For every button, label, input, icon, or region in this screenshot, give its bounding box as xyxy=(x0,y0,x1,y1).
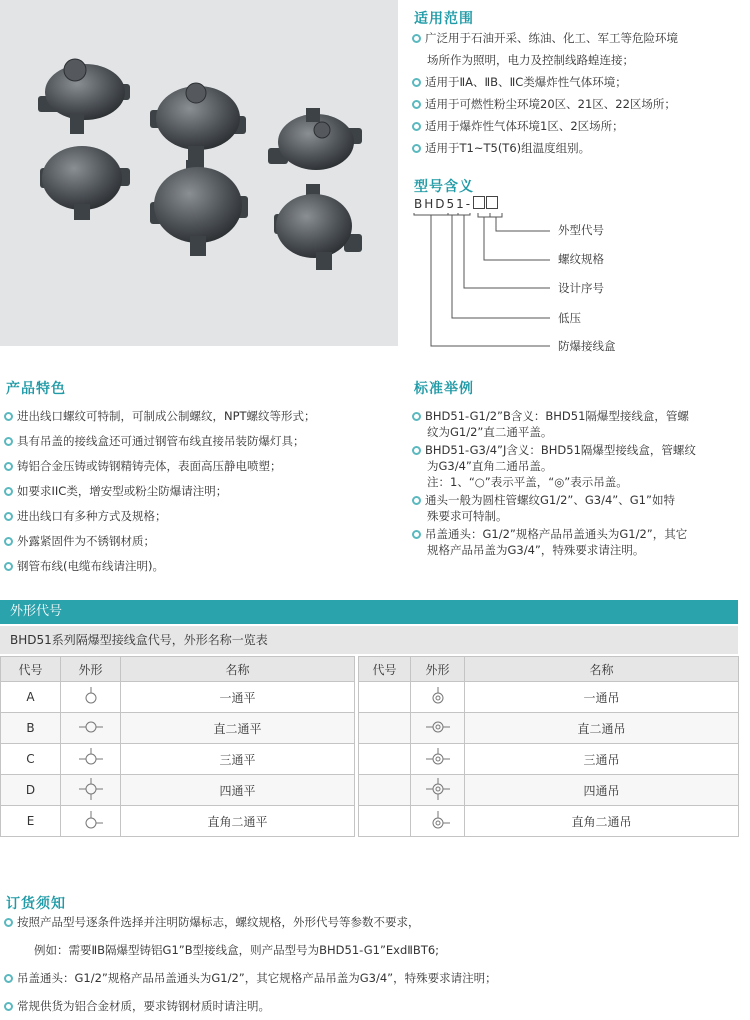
table-row xyxy=(1,806,739,837)
col-header-shape: 外形 xyxy=(61,657,121,682)
right-angle-two-flat-icon xyxy=(61,806,121,837)
example-note: 注：1、“○”表示平盖，“◎”表示吊盖。 xyxy=(427,475,628,489)
feature-item: 如要求IIC类，增安型或粉尘防爆请注明； xyxy=(4,483,394,499)
model-label-thread: 螺纹规格 xyxy=(558,252,604,266)
three-way-hanging-icon xyxy=(411,744,465,775)
feature-item: 铸铝合金压铸或铸钢精铸壳体，表面高压静电喷塑； xyxy=(4,458,394,474)
bullet-icon xyxy=(4,462,13,471)
col-header-name: 名称 xyxy=(121,657,355,682)
model-label-shape: 外型代号 xyxy=(558,223,604,237)
bullet-icon xyxy=(4,974,13,983)
name-cell: 一通平 xyxy=(121,682,355,713)
code-cell: C xyxy=(1,744,61,775)
order-item: 吊盖通头：G1/2”规格产品吊盖通头为G1/2”，其它规格产品吊盖为G3/4”，特殊要求请注明； xyxy=(4,970,744,986)
usage-title: 适用范围 xyxy=(414,11,474,27)
bullet-icon xyxy=(4,512,13,521)
usage-item: 场所作为照明，电力及控制线路蝗连接； xyxy=(427,53,634,67)
model-label-serial: 设计序号 xyxy=(558,281,604,295)
bullet-icon xyxy=(412,144,421,153)
name-cell: 三通吊 xyxy=(465,744,739,775)
shape-table xyxy=(0,656,739,837)
one-way-hanging-icon xyxy=(411,682,465,713)
junction-box-image xyxy=(268,108,362,170)
junction-box-image xyxy=(150,160,248,256)
usage-item: 适用于T1~T5(T6)组温度组别。 xyxy=(412,140,742,156)
example-item: 规格产品吊盖为G3/4”，特殊要求请注明。 xyxy=(427,543,645,557)
shape-section-banner: 外形代号 xyxy=(0,600,738,624)
name-cell: 直二通平 xyxy=(121,713,355,744)
straight-two-flat-icon xyxy=(61,713,121,744)
col-header-code: 代号 xyxy=(1,657,61,682)
order-title: 订货须知 xyxy=(6,896,66,912)
table-row xyxy=(1,682,739,713)
features-title: 产品特色 xyxy=(6,381,66,397)
col-header-name: 名称 xyxy=(465,657,739,682)
code-cell: E xyxy=(1,806,61,837)
table-row xyxy=(1,713,739,744)
code-cell xyxy=(359,775,411,806)
name-cell: 直角二通平 xyxy=(121,806,355,837)
model-label-voltage: 低压 xyxy=(558,311,581,325)
code-cell xyxy=(359,744,411,775)
code-cell xyxy=(359,806,411,837)
order-example: 例如：需要ⅡB隔爆型铸铝G1”B型接线盒，则产品型号为BHD51-G1”ExdⅡBT6; xyxy=(34,943,440,957)
usage-item: 适用于可燃性粉尘环境20区、21区、22区场所； xyxy=(412,96,742,112)
bullet-icon xyxy=(412,78,421,87)
bullet-icon xyxy=(412,530,421,539)
bullet-icon xyxy=(4,1002,13,1011)
code-cell: B xyxy=(1,713,61,744)
bullet-icon xyxy=(4,918,13,927)
name-cell: 三通平 xyxy=(121,744,355,775)
example-item: BHD51-G1/2”B含义：BHD51隔爆型接线盒，管螺 xyxy=(412,408,742,424)
table-row xyxy=(1,775,739,806)
four-way-flat-icon xyxy=(61,775,121,806)
bullet-icon xyxy=(412,446,421,455)
feature-item: 外露紧固件为不锈钢材质； xyxy=(4,533,394,549)
right-angle-two-hanging-icon xyxy=(411,806,465,837)
bullet-icon xyxy=(4,562,13,571)
junction-box-photos xyxy=(0,0,398,346)
code-cell xyxy=(359,713,411,744)
table-row xyxy=(1,744,739,775)
name-cell: 直二通吊 xyxy=(465,713,739,744)
col-header-code: 代号 xyxy=(359,657,411,682)
straight-two-hanging-icon xyxy=(411,713,465,744)
example-item: 纹为G1/2”直二通平盖。 xyxy=(427,425,553,439)
feature-item: 进出线口有多种方式及规格； xyxy=(4,508,394,524)
col-header-shape: 外形 xyxy=(411,657,465,682)
bullet-icon xyxy=(412,412,421,421)
features-list xyxy=(4,408,394,574)
code-cell: A xyxy=(1,682,61,713)
model-code: BHD51- xyxy=(414,196,498,211)
usage-list xyxy=(412,30,742,156)
model-label-type: 防爆接线盒 xyxy=(558,339,616,353)
bullet-icon xyxy=(412,34,421,43)
junction-box-image xyxy=(150,83,246,160)
usage-item: 适用于ⅡA、ⅡB、ⅡC类爆炸性气体环境； xyxy=(412,74,742,90)
example-item: 通头一般为圆柱管螺纹G1/2”、G3/4”、G1”如特 xyxy=(412,492,742,508)
feature-item: 具有吊盖的接线盒还可通过钢管布线直接吊装防爆灯具； xyxy=(4,433,394,449)
bullet-icon xyxy=(4,537,13,546)
examples-list xyxy=(412,408,742,558)
example-item: 吊盖通头：G1/2”规格产品吊盖通头为G1/2”，其它 xyxy=(412,526,742,542)
usage-item: 广泛用于石油开采、练油、化工、军工等危险环境 xyxy=(412,30,742,46)
model-bracket-diagram xyxy=(410,206,560,354)
order-item: 常规供货为铝合金材质，要求铸钢材质时请注明。 xyxy=(4,998,744,1014)
code-cell: D xyxy=(1,775,61,806)
order-list xyxy=(4,914,744,1014)
example-item: 为G3/4”直角二通吊盖。 xyxy=(427,459,553,473)
junction-box-image xyxy=(38,59,130,134)
example-item: BHD51-G3/4”J含义：BHD51隔爆型接线盒，管螺纹 xyxy=(412,442,742,458)
feature-item: 钢管布线(电缆布线请注明)。 xyxy=(4,558,394,574)
bullet-icon xyxy=(412,100,421,109)
example-item: 殊要求可特制。 xyxy=(427,509,508,523)
product-photo-panel xyxy=(0,0,398,346)
name-cell: 直角二通吊 xyxy=(465,806,739,837)
code-cell xyxy=(359,682,411,713)
bullet-icon xyxy=(412,496,421,505)
name-cell: 四通吊 xyxy=(465,775,739,806)
table-header-row xyxy=(1,657,739,682)
bullet-icon xyxy=(4,437,13,446)
one-way-flat-icon xyxy=(61,682,121,713)
bullet-icon xyxy=(4,412,13,421)
examples-title: 标准举例 xyxy=(414,381,474,397)
bullet-icon xyxy=(4,487,13,496)
junction-box-image xyxy=(40,146,130,220)
usage-item: 适用于爆炸性气体环境1区、2区场所； xyxy=(412,118,742,134)
four-way-hanging-icon xyxy=(411,775,465,806)
three-way-flat-icon xyxy=(61,744,121,775)
bullet-icon xyxy=(412,122,421,131)
model-title: 型号含义 xyxy=(414,179,474,195)
junction-box-image xyxy=(274,184,362,270)
feature-item: 进出线口螺纹可特制，可制成公制螺纹，NPT螺纹等形式； xyxy=(4,408,394,424)
order-item: 按照产品型号逐条件选择并注明防爆标志，螺纹规格，外形代号等参数不要求， xyxy=(4,914,744,930)
shape-section-subtitle: BHD51系列隔爆型接线盒代号，外形名称一览表 xyxy=(0,626,738,654)
name-cell: 一通吊 xyxy=(465,682,739,713)
name-cell: 四通平 xyxy=(121,775,355,806)
